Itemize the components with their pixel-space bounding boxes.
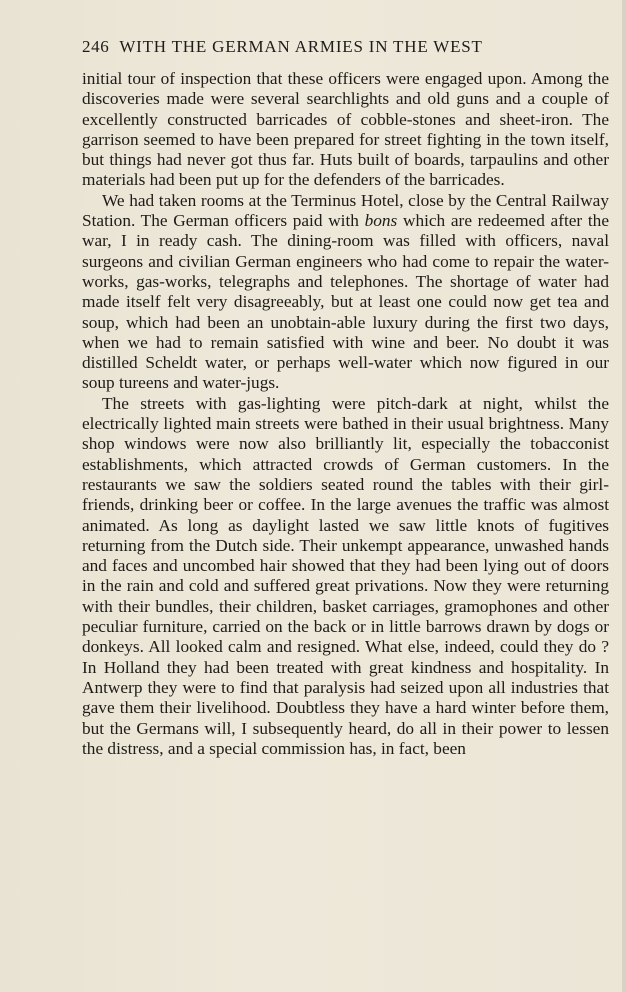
paragraph-1 [82, 69, 609, 191]
paragraph-text: The streets with gas-lighting were pitch-dark at night, whilst the electrically lighted main streets were bathed in their usual brightness. Many shop windows were now also brilliantly lit, especially the tobacconist establishments, which attracted crowds of German customers. In the restaurants we saw the soldiers seated round the tables with their girl-friends, drinking beer or coffee. In the large avenues the traffic was almost animated. As long as daylight lasted we saw little knots of fugitives returning from the Dutch side. Their unkempt appearance, unwashed hands and faces and uncombed hair showed that they had been lying out of doors in the rain and cold and suffered great privations. Now they were returning with their bundles, their children, basket carriages, gramophones and other peculiar furniture, carried on the back or in little barrows drawn by dogs or donkeys. All looked calm and resigned. What else, indeed, could they do ? In Holland they had been treated with great kindness and hospitality. In Antwerp they were to find that paralysis had seized upon all industries that gave them their livelihood. Doubtless they have a hard winter before them, but the Germans will, I subsequently heard, do all in their power to lessen the distress, and a special commission has, in fact, been [82, 393, 609, 758]
paragraph-text: which are redeemed after the war, I in ready cash. The dining-room was filled with officers, naval surgeons and civilian German engineers who had come to repair the water-works, gas-works, telegraphs and telephones. The shortage of water had made itself felt very disagreeably, but at least one could now get tea and soup, which had been an unobtain-able luxury during the first two days, when we had to remain satisfied with wine and beer. No doubt it was distilled Scheldt water, or perhaps well-water which now figured in our soup tureens and water-jugs. [82, 211, 609, 393]
page-number: 246 [82, 37, 110, 56]
running-title: WITH THE GERMAN ARMIES IN THE WEST [119, 37, 483, 56]
paragraph-text: We had taken rooms at the Terminus Hotel, close by the Central Railway Station. The German officers paid with [82, 190, 609, 231]
paragraph-text: initial tour of inspection that these officers were engaged upon. Among the discoveries made were several searchlights and old guns and a couple of excellently constructed barricades of cobble-stones and sheet-iron. The garrison seemed to have been prepared for street fighting in the town itself, but things had never got thus far. Huts built of boards, tarpaulins and other materials had been put up for the defenders of the barricades. [82, 69, 609, 190]
italic-term: bons [364, 211, 398, 231]
paragraph-3 [82, 394, 609, 759]
running-header [82, 34, 609, 60]
page-edge [622, 0, 626, 992]
body-text [82, 69, 609, 759]
paragraph-2 [82, 191, 609, 394]
